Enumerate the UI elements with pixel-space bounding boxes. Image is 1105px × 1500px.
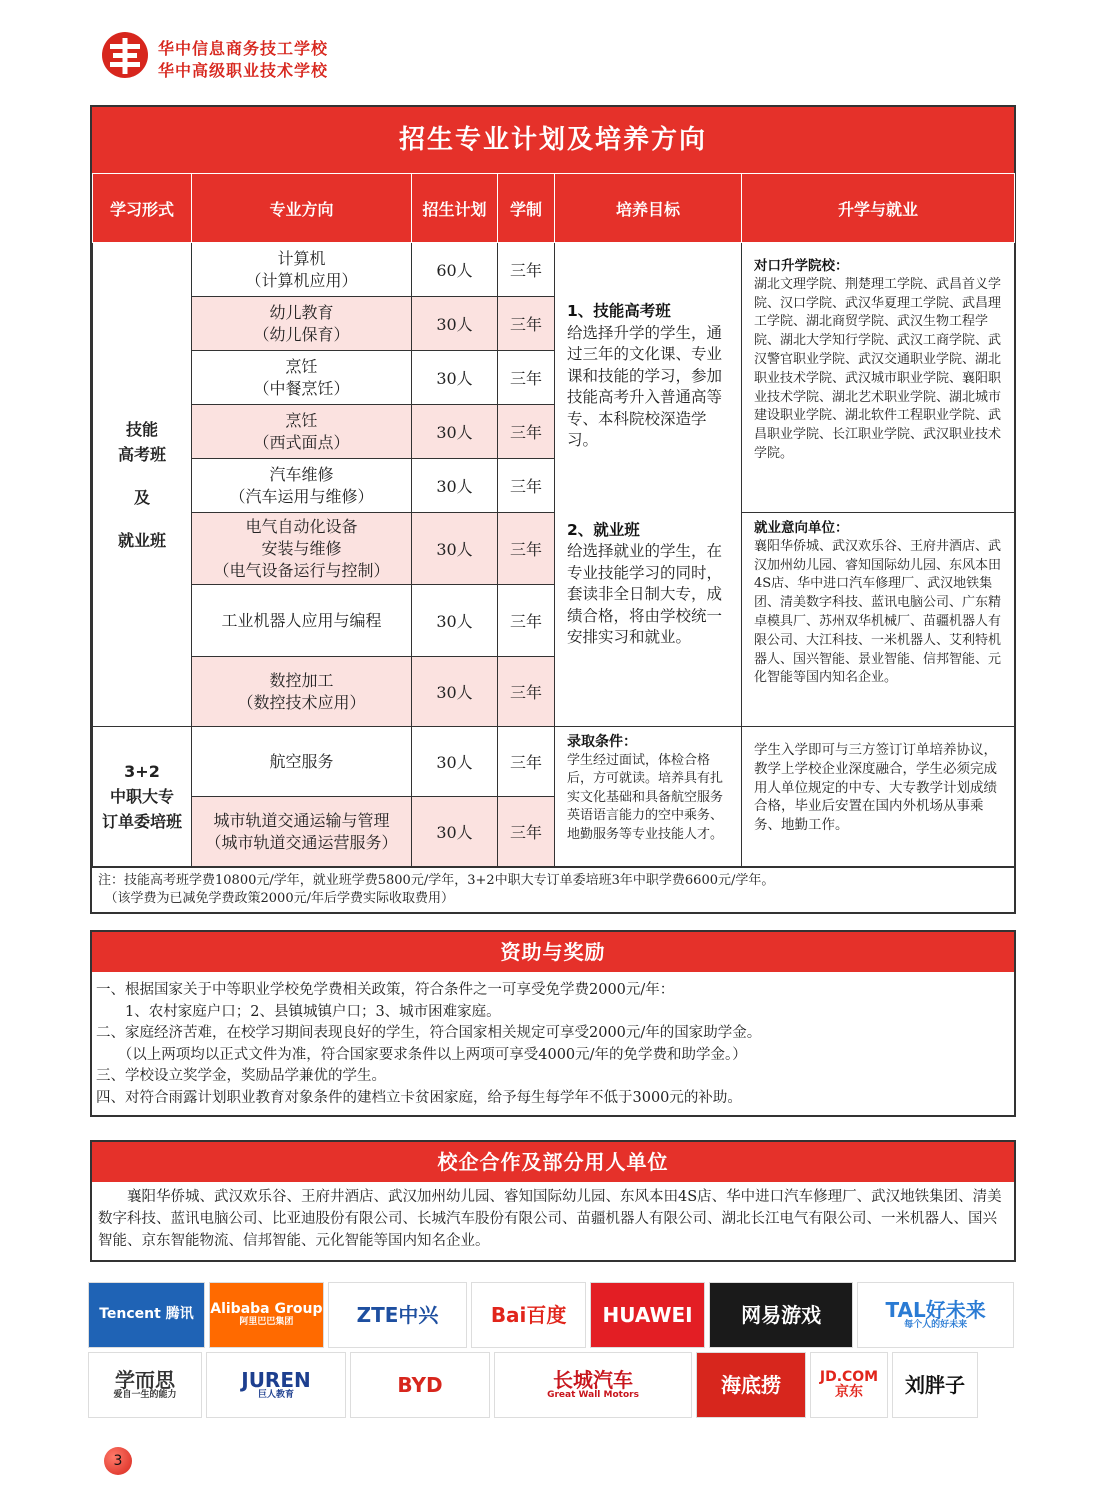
plan-count-cell: 30人 bbox=[412, 513, 498, 585]
years-cell: 三年 bbox=[498, 297, 555, 351]
years-cell: 三年 bbox=[498, 351, 555, 405]
training-goal-cell bbox=[555, 243, 742, 727]
col-header-outcome: 升学与就业 bbox=[742, 174, 1015, 243]
enrollment-plan-table bbox=[92, 173, 1015, 867]
admission-conditions-cell bbox=[555, 727, 742, 867]
table-row bbox=[93, 727, 1015, 797]
major-cell: 汽车维修 （汽车运用与维修） bbox=[192, 459, 412, 513]
aid-body bbox=[92, 972, 1014, 1115]
school-name-1: 华中信息商务技工学校 bbox=[158, 39, 329, 58]
plan-count-cell: 30人 bbox=[412, 585, 498, 657]
logo-text: ZTE中兴 bbox=[356, 1303, 439, 1327]
col-header-goal: 培养目标 bbox=[555, 174, 742, 243]
years-cell: 三年 bbox=[498, 513, 555, 585]
col-header-plan: 招生计划 bbox=[412, 174, 498, 243]
aid-line: 1、农村家庭户口；2、县镇城镇户口；3、城市困难家庭。 bbox=[96, 1003, 501, 1020]
plan-count-cell: 30人 bbox=[412, 657, 498, 727]
goal-employ-heading: 2、就业班 bbox=[567, 520, 640, 539]
upgrade-heading: 对口升学院校： bbox=[754, 258, 849, 274]
jd-logo-icon bbox=[810, 1352, 888, 1418]
major-cell: 幼儿教育 （幼儿保育） bbox=[192, 297, 412, 351]
huawei-logo-icon bbox=[590, 1282, 705, 1348]
admit-text: 学生经过面试，体检合格后，方可就读。培养具有扎实文化基础和具备航空服务英语语言能力的空中乘务、地勤服务等专业技能人才。 bbox=[567, 752, 724, 842]
tencent-logo-icon bbox=[88, 1282, 205, 1348]
liupangzi-logo-icon bbox=[892, 1352, 978, 1418]
col-header-years: 学制 bbox=[498, 174, 555, 243]
haidilao-logo-icon bbox=[696, 1352, 806, 1418]
major-cell: 航空服务 bbox=[192, 727, 412, 797]
enrollment-plan-section bbox=[90, 105, 1016, 914]
years-cell: 三年 bbox=[498, 459, 555, 513]
order-training-cell bbox=[742, 727, 1015, 867]
col-header-form: 学习形式 bbox=[93, 174, 192, 243]
school-emblem-icon bbox=[100, 30, 150, 80]
logo-row bbox=[88, 1282, 1014, 1348]
aid-line: 二、家庭经济苦难，在校学习期间表现良好的学生，符合国家相关规定可享受2000元/年的国家助学金。 bbox=[96, 1025, 762, 1041]
logo-text: Alibaba Group 阿里巴巴集团 bbox=[210, 1301, 323, 1327]
cooperation-section bbox=[90, 1140, 1016, 1262]
logo-text: Bai百度 bbox=[490, 1303, 567, 1327]
logo-text: 长城汽车 Great Wall Motors bbox=[547, 1368, 639, 1401]
aid-section bbox=[90, 930, 1016, 1117]
cooperation-body: 襄阳华侨城、武汉欢乐谷、王府井酒店、武汉加州幼儿园、睿知国际幼儿园、东风本田4S店、华中进口汽车修理厂、武汉地铁集团、清美数字科技、蓝讯电脑公司、比亚迪股份有限公司、长城汽车股份有限公司、苗疆机器人有限公司、湖北长江电气有限公司、一米机器人、国兴智能、京东智能物流、信邦智能、元化智能等国内知名企业。 bbox=[98, 1189, 1002, 1249]
logo-text: 海底捞 bbox=[721, 1373, 781, 1397]
logo-text: BYD bbox=[397, 1373, 443, 1397]
logo-text: HUAWEI bbox=[602, 1303, 693, 1327]
admit-heading: 录取条件： bbox=[567, 734, 637, 750]
goal-employ-text: 给选择就业的学生，在专业技能学习的同时，套读非全日制大专，成绩合格，将由学校统一安排实习和就业。 bbox=[567, 542, 723, 646]
plan-count-cell: 30人 bbox=[412, 727, 498, 797]
logo-text: 学而思 爱自一生的能力 bbox=[113, 1368, 177, 1401]
study-form-skill-employment: 技能 高考班 及 就业班 bbox=[93, 243, 192, 727]
page-number: 3 bbox=[104, 1447, 132, 1475]
years-cell: 三年 bbox=[498, 585, 555, 657]
plan-count-cell: 30人 bbox=[412, 797, 498, 867]
logo-text: TAL好未来 每个人的好未来 bbox=[885, 1298, 986, 1331]
logo-text: Tencent 腾讯 bbox=[99, 1306, 194, 1323]
logo-text: JD.COM 京东 bbox=[819, 1368, 879, 1400]
fee-note-line-1: 注：技能高考班学费10800元/学年，就业班学费5800元/学年，3+2中职大专订单委培班3年中职学费6600元/学年。 bbox=[98, 873, 775, 888]
employment-units-cell bbox=[742, 513, 1015, 727]
fee-note bbox=[92, 867, 1014, 912]
table-header-row bbox=[93, 174, 1015, 243]
school-header bbox=[100, 30, 500, 86]
major-cell: 烹饪 （中餐烹饪） bbox=[192, 351, 412, 405]
byd-logo-icon bbox=[350, 1352, 490, 1418]
plan-count-cell: 30人 bbox=[412, 297, 498, 351]
zte-logo-icon bbox=[328, 1282, 467, 1348]
goal-skill-heading: 1、技能高考班 bbox=[567, 302, 671, 320]
logo-row bbox=[88, 1352, 1014, 1418]
major-cell: 电气自动化设备 安装与维修 （电气设备运行与控制） bbox=[192, 513, 412, 585]
juren-logo-icon bbox=[206, 1352, 346, 1418]
order-text: 学生入学即可与三方签订订单培养协议，教学上学校企业深度融合，学生必须完成用人单位规定的中专、大专教学计划成绩合格，毕业后安置在国内外机场从事乘务、地勤工作。 bbox=[754, 742, 997, 834]
years-cell: 三年 bbox=[498, 727, 555, 797]
upgrade-text: 湖北文理学院、荆楚理工学院、武昌首义学院、汉口学院、武汉华夏理工学院、武昌理工学院、湖北商贸学院、武汉生物工程学院、湖北大学知行学院、武汉工商学院、武汉警官职业学院、武汉交通职业学院、湖北职业技术学院、武汉城市职业学院、襄阳职业技术学院、湖北艺术职业学院、湖北城市建设职业学院、湖北软件工程职业学院、武昌职业学院、长江职业学院、武汉职业技术学院。 bbox=[754, 276, 1002, 461]
major-cell: 城市轨道交通运输与管理 （城市轨道交通运营服务） bbox=[192, 797, 412, 867]
major-cell: 烹饪 （西式面点） bbox=[192, 405, 412, 459]
plan-count-cell: 30人 bbox=[412, 459, 498, 513]
major-cell: 工业机器人应用与编程 bbox=[192, 585, 412, 657]
enrollment-plan-title: 招生专业计划及培养方向 bbox=[92, 107, 1014, 173]
cooperation-title: 校企合作及部分用人单位 bbox=[92, 1142, 1014, 1182]
study-form-order-class: 3+2 中职大专 订单委培班 bbox=[93, 727, 192, 867]
aid-line: 三、学校设立奖学金，奖励品学兼优的学生。 bbox=[96, 1068, 386, 1084]
logo-text: 网易游戏 bbox=[741, 1303, 822, 1327]
aid-line: 四、对符合雨露计划职业教育对象条件的建档立卡贫困家庭，给予每生每学年不低于3000元的补助。 bbox=[96, 1089, 742, 1106]
plan-count-cell: 30人 bbox=[412, 351, 498, 405]
years-cell: 三年 bbox=[498, 797, 555, 867]
major-cell: 计算机 （计算机应用） bbox=[192, 243, 412, 297]
school-name-2: 华中高级职业技术学校 bbox=[158, 61, 329, 80]
aid-line: （以上两项均以正式文件为准，符合国家要求条件以上两项可享受4000元/年的免学费和助学金。） bbox=[96, 1046, 747, 1063]
logo-text: JUREN 巨人教育 bbox=[241, 1368, 311, 1401]
alibaba-logo-icon bbox=[209, 1282, 324, 1348]
col-header-major: 专业方向 bbox=[192, 174, 412, 243]
plan-count-cell: 60人 bbox=[412, 243, 498, 297]
major-cell: 数控加工 （数控技术应用） bbox=[192, 657, 412, 727]
goal-skill-text: 给选择升学的学生，通过三年的文化课、专业课和技能的学习，参加技能高考升入普通高等专、本科院校深造学习。 bbox=[567, 323, 723, 449]
xueersi-logo-icon bbox=[88, 1352, 202, 1418]
aid-line: 一、根据国家关于中等职业学校免学费相关政策，符合条件之一可享受免学费2000元/年： bbox=[96, 982, 675, 998]
partner-logos bbox=[88, 1282, 1014, 1422]
netease-games-logo-icon bbox=[709, 1282, 853, 1348]
plan-count-cell: 30人 bbox=[412, 405, 498, 459]
years-cell: 三年 bbox=[498, 657, 555, 727]
table-row bbox=[93, 243, 1015, 297]
fee-note-line-2: （该学费为已减免学费政策2000元/年后学费实际收取费用） bbox=[98, 891, 454, 906]
employ-text: 襄阳华侨城、武汉欢乐谷、王府井酒店、武汉加州幼儿园、睿知国际幼儿园、东风本田4S店、华中进口汽车修理厂、武汉地铁集团、清美数字科技、蓝讯电脑公司、广东精卓模具厂、苏州双华机械厂、苗疆机器人有限公司、大江科技、一米机器人、艾利特机器人、国兴智能、景业智能、信邦智能、元化智能等国内知名企业。 bbox=[754, 538, 1002, 686]
tal-logo-icon bbox=[857, 1282, 1014, 1348]
years-cell: 三年 bbox=[498, 243, 555, 297]
great-wall-logo-icon bbox=[494, 1352, 692, 1418]
aid-title: 资助与奖励 bbox=[92, 932, 1014, 972]
years-cell: 三年 bbox=[498, 405, 555, 459]
table-row bbox=[93, 513, 1015, 585]
logo-text: 刘胖子 bbox=[905, 1373, 965, 1397]
upgrade-colleges-cell bbox=[742, 243, 1015, 513]
baidu-logo-icon bbox=[471, 1282, 586, 1348]
employ-heading: 就业意向单位： bbox=[754, 520, 849, 536]
